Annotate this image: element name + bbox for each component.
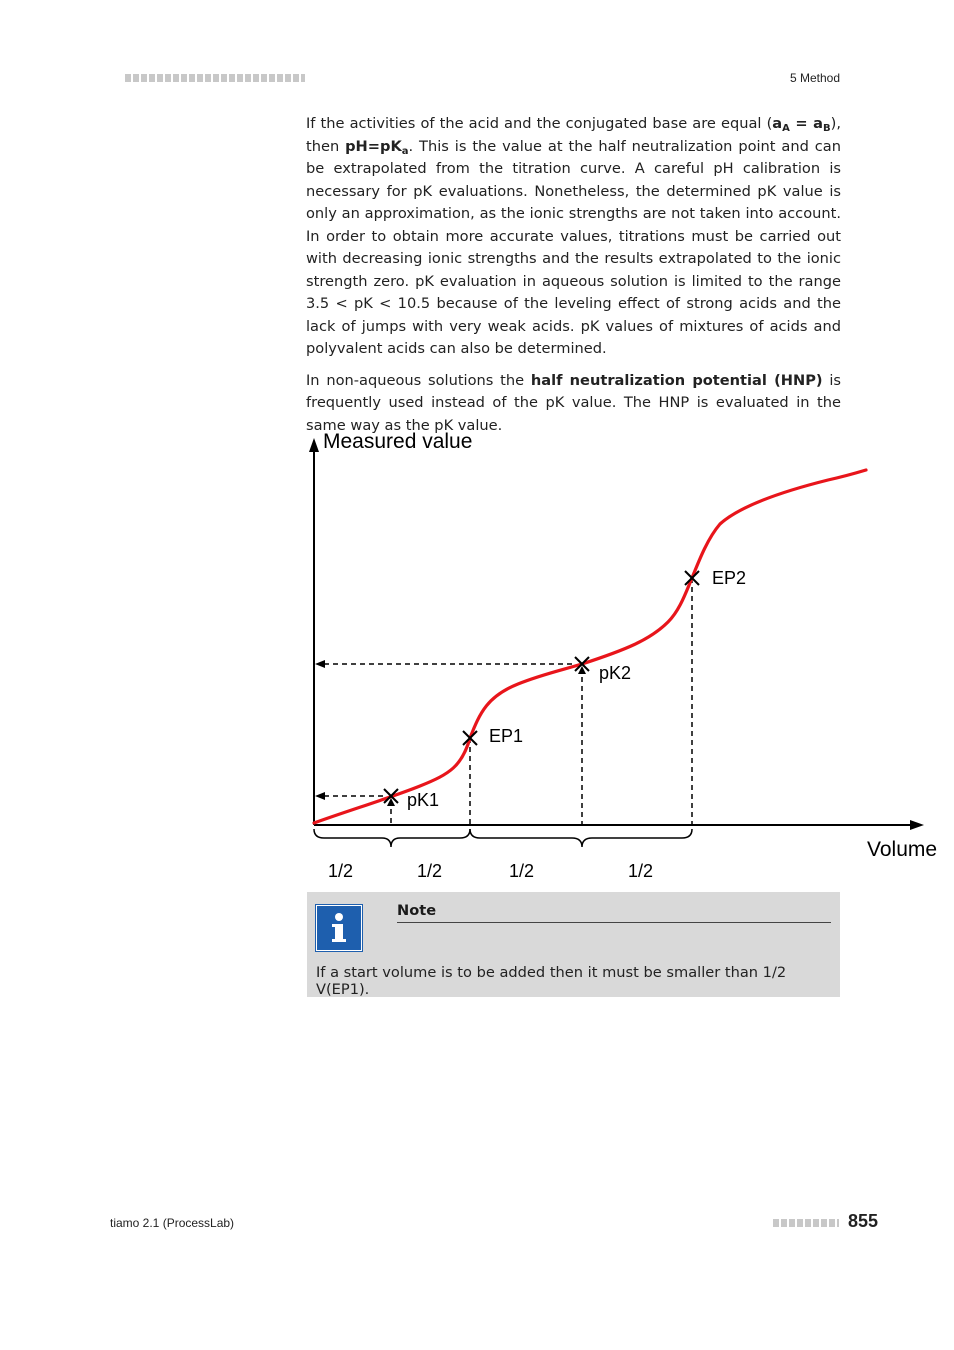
segment-label-1: 1/2 [328,861,354,881]
ep1-label: EP1 [489,726,524,746]
note-title: Note [397,902,831,923]
segment-label-4: 1/2 [628,861,654,881]
main-text [306,113,841,446]
segment-label-2: 1/2 [417,861,443,881]
footer-decoration [773,1219,839,1227]
pk2-guide-arrowhead [315,660,325,668]
chapter-title: 5 Method [789,71,840,85]
segment-label-3: 1/2 [509,861,535,881]
page-number: 855 [847,1211,878,1231]
paragraph-1: If the activities of the acid and the conjugated base are equal $(a_A = a_B)$, then $pH=pK_a$. This is the value at the half neutralization point and can be extrapolated from the titration curve. A careful pH calibration is necessary for pK evaluations. Nonetheless, the determined pK value is only an approximation, as the ionic strengths are not taken into account. In order to obtain more accurate values, titrations must be carried out with decreasing ionic strengths and the results extrapolated to the ionic strength zero. pK evaluation in aqueous solution is limited to the range 3.5 < pK < 10.5 because of the leveling effect of strong acids and the lack of jumps with very weak acids. pK values of mixtures of acids and polyvalent acids can also be determined. [306,115,841,357]
pk1-label: pK1 [407,790,440,810]
x-axis-arrowhead [910,820,924,830]
titration-curve [314,470,866,823]
pk2-label: pK2 [599,663,632,683]
pk1-guide-arrowhead [315,792,325,800]
titration-curve-figure [300,420,950,890]
info-icon [316,905,362,951]
y-axis-arrowhead [309,438,319,452]
y-axis-label: Measured value [323,430,473,453]
brace-ep2 [470,829,692,847]
footer-product: tiamo 2.1 (ProcessLab) [110,1216,235,1230]
paragraph-2: In non-aqueous solutions the half neutralization potential (HNP) is frequently used instead of the pK value. The HNP is evaluated in the same way as the pK value. [306,371,841,434]
brace-ep1 [314,829,470,847]
note-box [307,892,840,997]
header-decoration [125,74,305,82]
x-axis-label: Volume [867,838,938,861]
note-text: If a start volume is to be added then it must be smaller than 1/2 V(EP1). [316,964,787,998]
ep2-label: EP2 [712,568,747,588]
